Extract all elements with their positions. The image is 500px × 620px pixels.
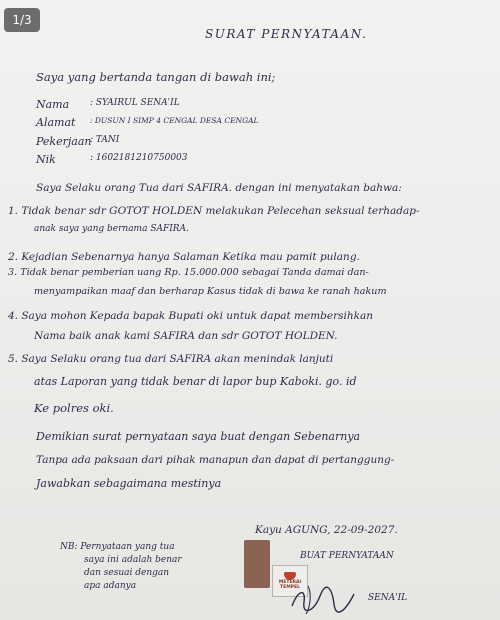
closing-line-1: Demikian surat pernyataan saya buat dengan Sebenarnya: [36, 430, 361, 443]
point-3-line-1: 3. Tidak benar pemberian uang Rp. 15.000.000 sebagai Tanda damai dan-: [8, 267, 369, 278]
maker-label: BUAT PERNYATAAN: [300, 551, 394, 561]
garuda-emblem-icon: [284, 572, 296, 580]
field-value-alamat: : DUSUN I SIMP 4 CENGAL DESA CENGAL: [90, 116, 259, 125]
note-line-2: saya ini adalah benar: [84, 555, 182, 565]
signer-name: SENA'IL: [368, 593, 408, 603]
field-label-pekerjaan: Pekerjaan: [36, 135, 92, 148]
note-line-3: dan sesuai dengan: [84, 568, 170, 578]
point-4-line-2: Nama baik anak kami SAFIRA dan sdr GOTOT HOLDEN.: [34, 330, 338, 342]
point-1-line-1: 1. Tidak benar sdr GOTOT HOLDEN melakukan Pelecehan seksual terhadap-: [8, 205, 420, 217]
place-date: Kayu AGUNG, 22-09-2027.: [255, 524, 398, 536]
point-2-line-1: 2. Kejadian Sebenarnya hanya Salaman Ketika mau pamit pulang.: [8, 251, 360, 263]
page-indicator: 1/3: [4, 8, 40, 32]
field-label-nik: Nik: [36, 153, 56, 166]
intro-line: Saya yang bertanda tangan di bawah ini;: [36, 70, 276, 84]
field-value-nama: : SYAIRUL SENA'IL: [90, 98, 180, 108]
document-title: SURAT PERNYATAAN.: [205, 27, 368, 41]
point-4-line-1: 4. Saya mohon Kepada bapak Bupati oki untuk dapat membersihkan: [8, 310, 373, 322]
closing-line-2: Tanpa ada paksaan dari pihak manapun dan dapat di pertanggung-: [36, 454, 395, 466]
point-5-line-1: 5. Saya Selaku orang tua dari SAFIRA akan menindak lanjuti: [8, 353, 334, 365]
field-label-nama: Nama: [36, 98, 70, 111]
field-label-alamat: Alamat: [36, 116, 76, 129]
closing-line-3: Jawabkan sebagaimana mestinya: [36, 477, 222, 490]
point-5-line-2: atas Laporan yang tidak benar di lapor bup Kaboki. go. id: [34, 375, 357, 388]
point-1-line-2: anak saya yang bernama SAFIRA.: [34, 224, 189, 234]
point-3-line-2: menyampaikan maaf dan berharap Kasus tidak di bawa ke ranah hakum: [34, 286, 387, 297]
note-line-1: NB: Pernyataan yang tua: [60, 542, 175, 552]
handwritten-signature: [288, 582, 358, 616]
red-seal-image: [244, 540, 270, 588]
field-value-nik: : 1602181210750003: [90, 153, 188, 163]
stamp-text: METERAI TEMPEL: [278, 579, 302, 590]
statement-line: Saya Selaku orang Tua dari SAFIRA. dengan ini menyatakan bahwa:: [36, 182, 402, 194]
note-line-4: apa adanya: [84, 581, 137, 591]
field-value-pekerjaan: : TANI: [90, 135, 120, 145]
point-5-line-3: Ke polres oki.: [34, 401, 114, 415]
